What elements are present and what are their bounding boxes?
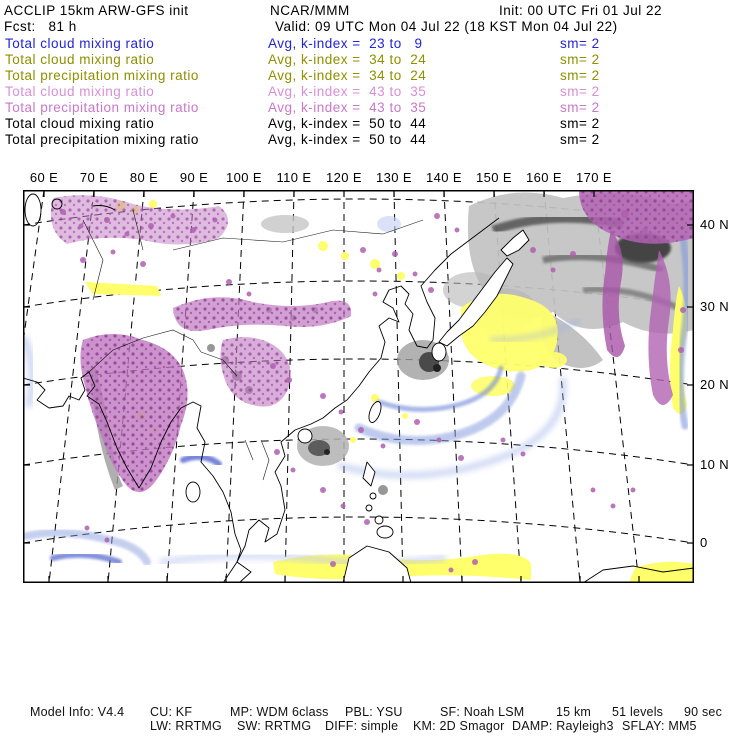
model-info-damp: DAMP: Rayleigh3 (512, 719, 614, 733)
lon-tick-label: 140 E (426, 170, 462, 185)
lon-tick-label: 160 E (526, 170, 562, 185)
kindex-stat: Avg, k-index = 50 to 44 (268, 132, 427, 147)
kindex-stat: Avg, k-index = 50 to 44 (268, 116, 427, 131)
model-info-lw: LW: RRTMG (150, 719, 222, 733)
model-info-km: KM: 2D Smagor (413, 719, 505, 733)
model-info-sf: SF: Noah LSM (440, 705, 525, 719)
smooth-stat: sm= 2 (560, 36, 600, 51)
lon-tick-label: 170 E (576, 170, 612, 185)
field-label: Total precipitation mixing ratio (5, 132, 199, 147)
model-info-cu: CU: KF (150, 705, 193, 719)
legend-row (0, 117, 740, 133)
lat-tick-label: 30 N (700, 299, 730, 314)
kindex-stat: Avg, k-index = 23 to 9 (268, 36, 423, 51)
model-info-grid: 15 km (556, 705, 592, 719)
forecast-hour: Fcst: 81 h (4, 19, 77, 34)
kindex-stat: Avg, k-index = 43 to 35 (268, 100, 427, 115)
lat-tick-label: 10 N (700, 457, 730, 472)
init-time: Init: 00 UTC Fri 01 Jul 22 (499, 3, 663, 18)
legend-row (0, 85, 740, 101)
model-info-pbl: PBL: YSU (345, 705, 403, 719)
model-info-sw: SW: RRTMG (237, 719, 312, 733)
legend-row (0, 37, 740, 53)
field-label: Total precipitation mixing ratio (5, 68, 199, 83)
smooth-stat: sm= 2 (560, 84, 600, 99)
legend-row (0, 69, 740, 85)
smooth-stat: sm= 2 (560, 52, 600, 67)
smooth-stat: sm= 2 (560, 132, 600, 147)
smooth-stat: sm= 2 (560, 100, 600, 115)
forecast-map (23, 190, 694, 583)
lon-tick-label: 80 E (129, 170, 159, 185)
smooth-stat: sm= 2 (560, 116, 600, 131)
field-label: Total cloud mixing ratio (5, 116, 155, 131)
lon-tick-label: 110 E (276, 170, 312, 185)
kindex-stat: Avg, k-index = 43 to 35 (268, 84, 427, 99)
lat-tick-label: 40 N (700, 217, 730, 232)
legend-row (0, 53, 740, 69)
field-label: Total cloud mixing ratio (5, 84, 155, 99)
lon-tick-label: 120 E (326, 170, 362, 185)
model-info-sflay: SFLAY: MM5 (622, 719, 697, 733)
lon-tick-label: 60 E (29, 170, 59, 185)
lon-tick-label: 70 E (79, 170, 109, 185)
model-info-diff: DIFF: simple (325, 719, 399, 733)
model-info-step: 90 sec (684, 705, 723, 719)
run-title: ACCLIP 15km ARW-GFS init (4, 3, 189, 18)
field-label: Total cloud mixing ratio (5, 36, 155, 51)
smooth-stat: sm= 2 (560, 68, 600, 83)
valid-time: Valid: 09 UTC Mon 04 Jul 22 (18 KST Mon 04 Jul 22) (275, 19, 618, 34)
lon-tick-label: 100 E (226, 170, 262, 185)
model-info-version: Model Info: V4.4 (30, 705, 125, 719)
map-canvas (23, 190, 694, 583)
legend-row (0, 133, 740, 149)
legend-row (0, 101, 740, 117)
lon-tick-label: 130 E (376, 170, 412, 185)
center-name: NCAR/MMM (270, 3, 350, 18)
lon-tick-label: 150 E (476, 170, 512, 185)
field-label: Total cloud mixing ratio (5, 52, 155, 67)
field-label: Total precipitation mixing ratio (5, 100, 199, 115)
model-info-levels: 51 levels (612, 705, 664, 719)
lon-tick-label: 90 E (179, 170, 209, 185)
model-info-mp: MP: WDM 6class (230, 705, 329, 719)
kindex-stat: Avg, k-index = 34 to 24 (268, 68, 427, 83)
kindex-stat: Avg, k-index = 34 to 24 (268, 52, 427, 67)
lat-tick-label: 0 (700, 535, 708, 550)
lat-tick-label: 20 N (700, 377, 730, 392)
